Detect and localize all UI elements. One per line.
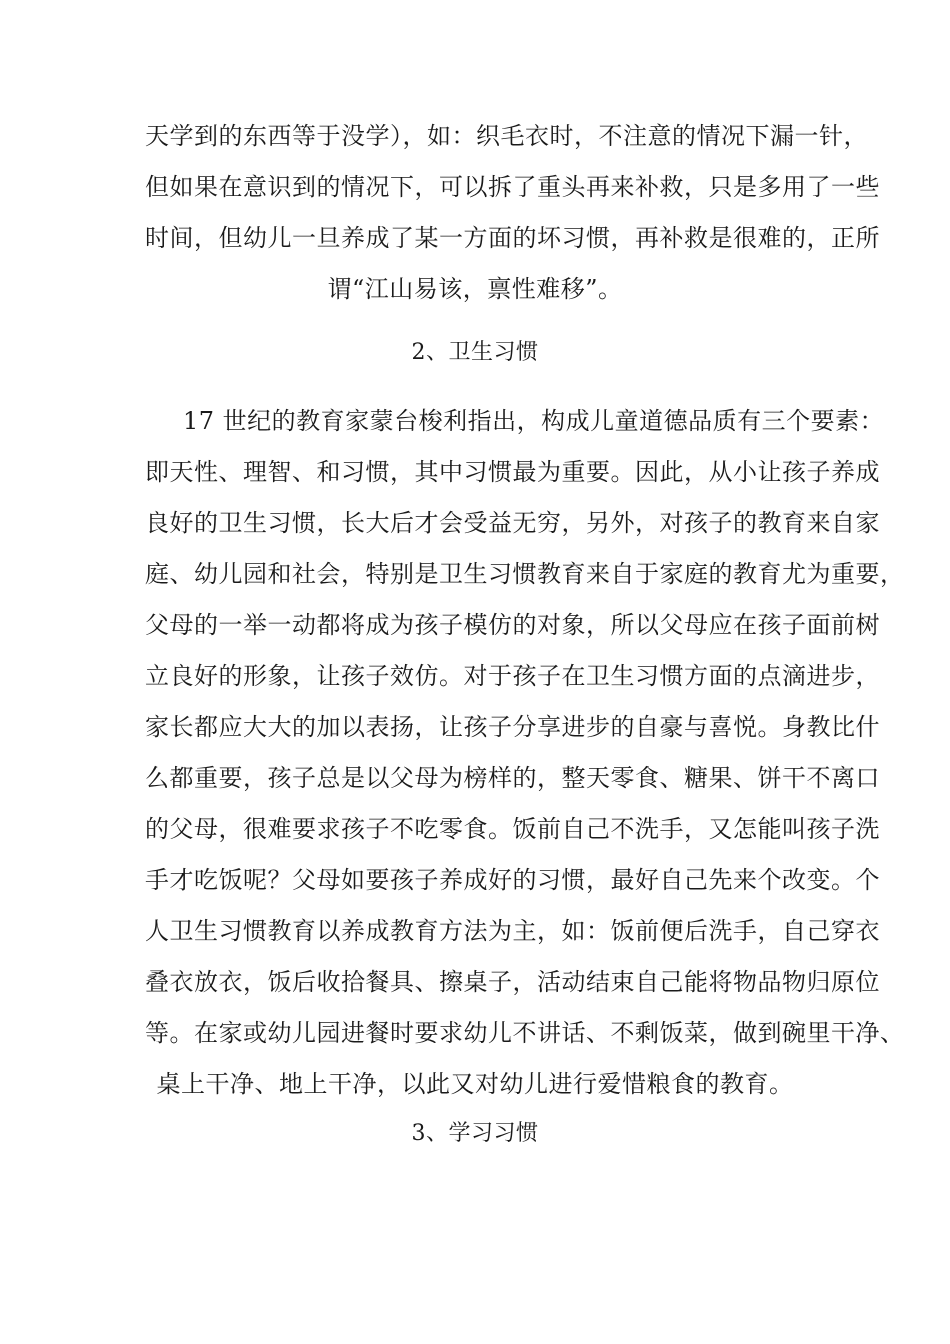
section-heading-hygiene: 2、卫生习惯 <box>411 340 539 365</box>
intro-line: 天学到的东西等于没学），如：织毛衣时，不注意的情况下漏一针， <box>145 122 868 150</box>
intro-line: 但如果在意识到的情况下，可以拆了重头再来补救，只是多用了一些 <box>145 173 880 201</box>
paragraph-line: 手才吃饭呢？父母如要孩子养成好的习惯，最好自己先来个改变。个 <box>145 866 880 894</box>
section-heading-study: 3、学习习惯 <box>411 1121 539 1146</box>
paragraph-line: 等。在家或幼儿园进餐时要求幼儿不讲话、不剩饭菜，做到碗里干净、 <box>145 1019 905 1047</box>
paragraph-line: 即天性、理智、和习惯，其中习惯最为重要。因此，从小让孩子养成 <box>145 458 880 486</box>
intro-line: 时间，但幼儿一旦养成了某一方面的坏习惯，再补救是很难的，正所 <box>145 224 880 252</box>
paragraph-line: 人卫生习惯教育以养成教育方法为主，如：饭前便后洗手，自己穿衣 <box>145 917 880 945</box>
paragraph-line: 叠衣放衣，饭后收拾餐具、擦桌子，活动结束自己能将物品物归原位 <box>145 968 880 996</box>
paragraph-line: 家长都应大大的加以表扬，让孩子分享进步的自豪与喜悦。身教比什 <box>145 713 880 741</box>
paragraph-line: 么都重要，孩子总是以父母为榜样的，整天零食、糖果、饼干不离口 <box>145 764 880 792</box>
paragraph-line: 立良好的形象，让孩子效仿。对于孩子在卫生习惯方面的点滴进步， <box>145 662 880 690</box>
paragraph-line: 庭、幼儿园和社会，特别是卫生习惯教育来自于家庭的教育尤为重要， <box>145 560 905 588</box>
paragraph-line: 良好的卫生习惯，长大后才会受益无穷，另外，对孩子的教育来自家 <box>145 509 880 537</box>
paragraph-line: 桌上干净、地上干净，以此又对幼儿进行爱惜粮食的教育。 <box>156 1070 794 1098</box>
paragraph-line: 父母的一举一动都将成为孩子模仿的对象，所以父母应在孩子面前树 <box>145 611 880 639</box>
intro-line: 谓“江山易该，禀性难移”。 <box>327 275 623 303</box>
paragraph-line: 的父母，很难要求孩子不吃零食。饭前自己不洗手，又怎能叫孩子洗 <box>145 815 880 843</box>
paragraph-line: 17 世纪的教育家蒙台梭利指出，构成儿童道德品质有三个要素： <box>183 407 885 435</box>
